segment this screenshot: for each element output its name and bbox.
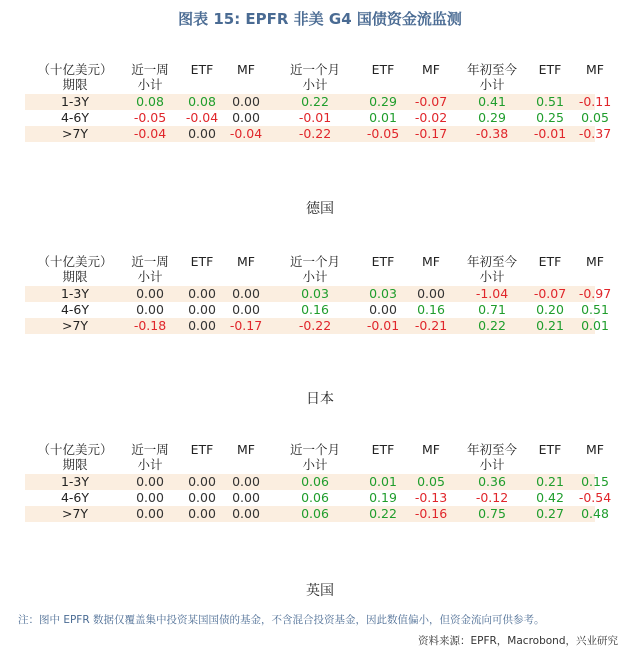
table-cell: 0.00: [232, 94, 260, 109]
flow-table: [25, 62, 612, 142]
table-cell: -0.04: [185, 110, 219, 125]
header-unit: [25, 254, 125, 284]
table-cell: -0.05: [133, 110, 167, 125]
column-header-line1: 近一周: [131, 442, 169, 457]
table-cell: 0.22: [478, 318, 506, 333]
country-label: 德国: [306, 201, 334, 217]
column-header-line1: ETF: [371, 442, 395, 457]
column-header-line1: ETF: [190, 62, 214, 77]
column-header: [572, 254, 618, 269]
table-cell: -0.16: [414, 506, 448, 521]
table-cell: -0.01: [298, 110, 332, 125]
column-header: [361, 442, 405, 457]
table-cell: -0.97: [578, 286, 612, 301]
table-header: [25, 62, 604, 94]
column-header: [182, 442, 222, 457]
table-cell: 0.00: [188, 490, 216, 505]
table-cell: 0.01: [581, 318, 609, 333]
column-header-line2: 小计: [479, 457, 505, 472]
header-unit: [25, 62, 125, 92]
column-header: [457, 62, 527, 92]
table-row: [25, 318, 609, 334]
table-cell: 0.05: [581, 110, 609, 125]
table-cell: 0.03: [301, 286, 329, 301]
table-cell: 0.00: [136, 506, 164, 521]
table-cell: -1.04: [475, 286, 509, 301]
table-cell: 0.00: [188, 302, 216, 317]
tenor-label: >7Y: [61, 506, 89, 521]
column-header-line2: 小计: [137, 457, 163, 472]
table-cell: -0.05: [366, 126, 400, 141]
table-cell: -0.07: [414, 94, 448, 109]
table-cell: 0.51: [536, 94, 564, 109]
table-cell: -0.38: [475, 126, 509, 141]
table-cell: -0.54: [578, 490, 612, 505]
table-cell: 0.21: [536, 318, 564, 333]
column-header: [409, 62, 453, 77]
column-header-line1: 近一个月: [289, 442, 340, 457]
table-cell: 0.00: [232, 474, 260, 489]
column-header: [277, 442, 353, 472]
table-cell: 0.21: [536, 474, 564, 489]
table-cell: 0.01: [369, 110, 397, 125]
table-cell: 0.42: [536, 490, 564, 505]
unit-label: （十亿美元）: [37, 442, 113, 457]
table-cell: 0.00: [136, 474, 164, 489]
table-cell: 0.00: [232, 490, 260, 505]
footnote: 注：图中 EPFR 数据仅覆盖集中投资某国国债的基金，不含混合投资基金，因此数值偏小，但资金流向可供参考。: [18, 614, 545, 626]
column-header-line1: ETF: [371, 254, 395, 269]
table-row: [25, 490, 612, 506]
column-header: [457, 254, 527, 284]
table-cell: 0.20: [536, 302, 564, 317]
column-header: [528, 442, 572, 457]
column-header: [572, 62, 618, 77]
column-header-line1: ETF: [190, 254, 214, 269]
column-header-line1: ETF: [538, 62, 562, 77]
table-cell: 0.00: [232, 110, 260, 125]
column-header: [457, 442, 527, 472]
table-cell: 0.16: [417, 302, 445, 317]
column-header-line1: MF: [237, 442, 255, 457]
flow-table: [25, 254, 612, 334]
table-cell: -0.37: [578, 126, 612, 141]
table-cell: 0.00: [188, 126, 216, 141]
table-row: [25, 94, 612, 110]
table-cell: 0.00: [232, 506, 260, 521]
table-cell: -0.01: [533, 126, 567, 141]
table-cell: -0.18: [133, 318, 167, 333]
period-label: 期限: [62, 457, 88, 472]
column-header: [528, 62, 572, 77]
column-header: [182, 62, 222, 77]
table-cell: 0.00: [188, 318, 216, 333]
tenor-label: 1-3Y: [60, 474, 90, 489]
header-unit: [25, 442, 125, 472]
figure-title: 图表 15: EPFR 非美 G4 国债资金流监测: [178, 10, 462, 28]
table-cell: 0.00: [188, 506, 216, 521]
table-cell: 0.03: [369, 286, 397, 301]
table-cell: -0.11: [578, 94, 612, 109]
period-label: 期限: [62, 77, 88, 92]
table-cell: 0.00: [136, 490, 164, 505]
period-label: 期限: [62, 269, 88, 284]
column-header: [226, 62, 266, 77]
column-header-line1: 近一个月: [289, 254, 340, 269]
table-cell: 0.15: [581, 474, 609, 489]
column-header-line1: 近一周: [131, 62, 169, 77]
table-header: [25, 254, 604, 286]
column-header: [409, 442, 453, 457]
column-header-line1: 年初至今: [466, 442, 517, 457]
column-header: [572, 442, 618, 457]
column-header: [528, 254, 572, 269]
table-cell: -0.12: [475, 490, 509, 505]
table-cell: 0.51: [581, 302, 609, 317]
column-header: [122, 62, 178, 92]
tenor-label: 4-6Y: [60, 302, 90, 317]
column-header-line1: ETF: [190, 442, 214, 457]
table-cell: 0.75: [478, 506, 506, 521]
column-header: [122, 442, 178, 472]
unit-label: （十亿美元）: [37, 254, 113, 269]
table-cell: 0.00: [136, 286, 164, 301]
table-cell: 0.71: [478, 302, 506, 317]
table-cell: -0.22: [298, 126, 332, 141]
tenor-label: 4-6Y: [60, 490, 90, 505]
column-header: [277, 62, 353, 92]
column-header-line1: ETF: [538, 442, 562, 457]
country-label: 英国: [306, 583, 334, 599]
column-header: [361, 62, 405, 77]
column-header-line1: 近一周: [131, 254, 169, 269]
tenor-label: 4-6Y: [60, 110, 90, 125]
table-cell: 0.00: [369, 302, 397, 317]
column-header: [409, 254, 453, 269]
table-cell: 0.36: [478, 474, 506, 489]
column-header-line1: MF: [422, 62, 440, 77]
table-cell: 0.16: [301, 302, 329, 317]
table-cell: 0.00: [417, 286, 445, 301]
table-cell: 0.01: [369, 474, 397, 489]
table-cell: -0.21: [414, 318, 448, 333]
table-cell: -0.07: [533, 286, 567, 301]
table-cell: 0.00: [136, 302, 164, 317]
column-header-line1: ETF: [371, 62, 395, 77]
table-cell: 0.41: [478, 94, 506, 109]
column-header-line1: MF: [586, 442, 604, 457]
column-header: [226, 254, 266, 269]
table-cell: 0.00: [232, 286, 260, 301]
column-header-line2: 小计: [302, 457, 328, 472]
table-cell: -0.22: [298, 318, 332, 333]
table-cell: 0.06: [301, 506, 329, 521]
column-header-line1: ETF: [538, 254, 562, 269]
table-cell: -0.01: [366, 318, 400, 333]
column-header-line2: 小计: [302, 269, 328, 284]
column-header: [122, 254, 178, 284]
unit-label: （十亿美元）: [37, 62, 113, 77]
table-cell: 0.19: [369, 490, 397, 505]
tenor-label: 1-3Y: [60, 286, 90, 301]
table-row: [25, 110, 609, 126]
table-cell: 0.29: [369, 94, 397, 109]
column-header-line2: 小计: [137, 77, 163, 92]
table-cell: 0.29: [478, 110, 506, 125]
table-cell: -0.17: [414, 126, 448, 141]
column-header-line2: 小计: [479, 77, 505, 92]
table-cell: 0.22: [369, 506, 397, 521]
table-cell: 0.05: [417, 474, 445, 489]
table-cell: 0.27: [536, 506, 564, 521]
column-header: [226, 442, 266, 457]
country-label: 日本: [306, 391, 334, 407]
table-header: [25, 442, 604, 474]
table-row: [25, 506, 609, 522]
table-cell: 0.00: [188, 474, 216, 489]
table-cell: 0.00: [232, 302, 260, 317]
column-header: [182, 254, 222, 269]
tenor-label: 1-3Y: [60, 94, 90, 109]
table-cell: -0.13: [414, 490, 448, 505]
column-header-line2: 小计: [137, 269, 163, 284]
table-row: [25, 126, 612, 142]
column-header: [361, 254, 405, 269]
column-header-line1: 近一个月: [289, 62, 340, 77]
column-header-line1: 年初至今: [466, 254, 517, 269]
table-cell: 0.06: [301, 490, 329, 505]
source-line: 资料来源：EPFR，Macrobond，兴业研究: [418, 635, 618, 647]
table-cell: 0.08: [136, 94, 164, 109]
table-cell: -0.04: [229, 126, 263, 141]
column-header-line1: MF: [422, 254, 440, 269]
table-cell: 0.22: [301, 94, 329, 109]
table-cell: 0.00: [188, 286, 216, 301]
table-row: [25, 474, 609, 490]
tenor-label: >7Y: [61, 126, 89, 141]
column-header: [277, 254, 353, 284]
column-header-line1: 年初至今: [466, 62, 517, 77]
table-row: [25, 286, 612, 302]
column-header-line1: MF: [586, 254, 604, 269]
table-cell: 0.48: [581, 506, 609, 521]
table-cell: 0.08: [188, 94, 216, 109]
column-header-line2: 小计: [479, 269, 505, 284]
column-header-line1: MF: [237, 254, 255, 269]
table-cell: -0.02: [414, 110, 448, 125]
column-header-line1: MF: [586, 62, 604, 77]
table-cell: -0.04: [133, 126, 167, 141]
tenor-label: >7Y: [61, 318, 89, 333]
column-header-line2: 小计: [302, 77, 328, 92]
table-cell: -0.17: [229, 318, 263, 333]
flow-table: [25, 442, 612, 522]
table-cell: 0.06: [301, 474, 329, 489]
table-cell: 0.25: [536, 110, 564, 125]
column-header-line1: MF: [422, 442, 440, 457]
column-header-line1: MF: [237, 62, 255, 77]
table-row: [25, 302, 609, 318]
